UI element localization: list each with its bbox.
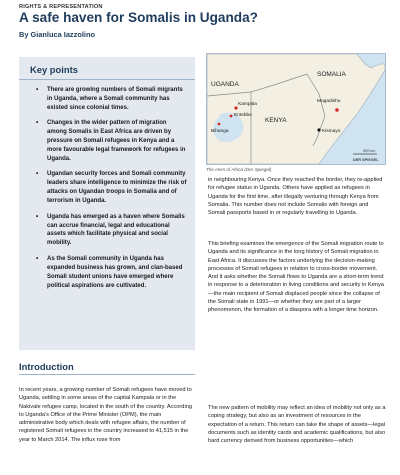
horn-of-africa-map: [206, 53, 386, 165]
body-paragraph: in neighbouring Kenya. Once they reached the border, they re-applied for refugee status in Uganda. Others have applied as refugees in Uganda for the first time, after illegally venturing through Kenya from Somalia. This number does not include Somalis with foreign and Somali passports based in or regularly travelling to Uganda.: [208, 177, 383, 217]
key-point-text: As the Somali community in Uganda has expanded business has grown, and clan-based Somali student unions have emerged where political aspirations are cultivated.: [47, 255, 183, 289]
bullet-icon: •: [36, 119, 39, 127]
key-points-heading: Key points: [30, 64, 78, 75]
key-point-item: [19, 170, 195, 206]
introduction-heading: Introduction: [19, 361, 74, 372]
kismayo-marker: [317, 128, 320, 131]
bullet-icon: •: [36, 170, 39, 178]
mogadishu-marker: [335, 108, 339, 112]
key-point-item: [19, 119, 195, 164]
key-point-item: [19, 86, 195, 113]
key-point-text: Uganda has emerged as a haven where Somalis can accrue financial, legal and educational assets which facilitate physical and social mobility.: [47, 213, 185, 247]
map-label-kenya: KENYA: [265, 117, 287, 124]
key-points-list: [19, 86, 195, 297]
key-point-text: Ugandan security forces and Somali community leaders share intelligence to minimize the risk of attacks on Ugandan troops in Somalia and of terrorism in Uganda.: [47, 171, 187, 205]
bullet-icon: •: [36, 86, 39, 93]
map-label-mogadishu: Mogadishu: [317, 99, 341, 104]
key-points-box: [19, 57, 195, 350]
section-kicker: RIGHTS & REPRESENTATION: [19, 4, 103, 10]
entebbe-marker: [230, 115, 233, 118]
body-paragraph: This briefing examines the emergence of the Somali migration route to Uganda and its significance in the long history of Somali migration in East Africa. It discusses the factors underlying the decision-making processes of Somali refugees in relation to cross-border movement. And it asks whether the Somali flows to Uganda are a short-term trend in response to a deterioration in living conditions and security in Kenya—the main recipient of Somali displaced people since the collapse of the Somali state in 1991—or whether they are part of a larger phenomenon, the formation of a diaspora with a longer time horizon.: [208, 241, 384, 314]
map-label-entebbe: Entebbe: [234, 113, 252, 118]
key-points-divider: [19, 79, 195, 80]
key-point-text: Changes in the wider pattern of migration among Somalis in East Africa are driven by pressure on Somali refugees in Kenya and a more favourable legal framework for refugees in Uganda.: [47, 120, 186, 162]
map-credit: DER SPIEGEL: [353, 158, 379, 162]
author-byline: By Gianluca Iazzolino: [19, 30, 95, 39]
key-point-item: [19, 255, 195, 291]
page-title: A safe haven for Somalis in Uganda?: [19, 10, 258, 25]
scale-label: 500 km: [363, 149, 376, 153]
key-point-item: [19, 213, 195, 249]
map-label-kismayo: Kismayo: [322, 129, 341, 134]
body-paragraph: The new pattern of mobility may reflect an idea of mobility not only as a coping strategy, but also as an investment of resources in the expectation of a return. This return can take the shape of assets—legal documents such as identity cards and academic qualifications, but also hard currency derived from business opportunities—which: [208, 405, 386, 445]
map-label-somalia: SOMALIA: [317, 71, 346, 78]
bullet-icon: •: [36, 212, 39, 220]
introduction-paragraph: In recent years, a growing number of Somali refugees have moved to Uganda, settling in some areas of the capital Kampala or in the Nakivale refugee camp, located in the south of the country. According to Uganda's Office of the Prime Minister (OPM), the main administrative body which deals with refugee affairs, the number of registered Somali refugees in the country increased to 41,515 in the year to March 2014. The influx rose from: [19, 387, 192, 443]
map-graphic: [207, 54, 385, 164]
map-caption: The Horn of Africa (Der Spiegel): [206, 167, 272, 172]
key-point-text: There are growing numbers of Somali migrants in Uganda, where a Somali community has existed since colonial times.: [47, 87, 183, 111]
introduction-divider: [19, 374, 195, 375]
map-label-kampala: Kampala: [238, 102, 257, 107]
map-label-bihanga: Bihanga: [211, 129, 229, 134]
map-label-uganda: UGANDA: [211, 81, 239, 88]
bullet-icon: •: [36, 254, 39, 262]
bihanga-marker: [218, 123, 221, 126]
